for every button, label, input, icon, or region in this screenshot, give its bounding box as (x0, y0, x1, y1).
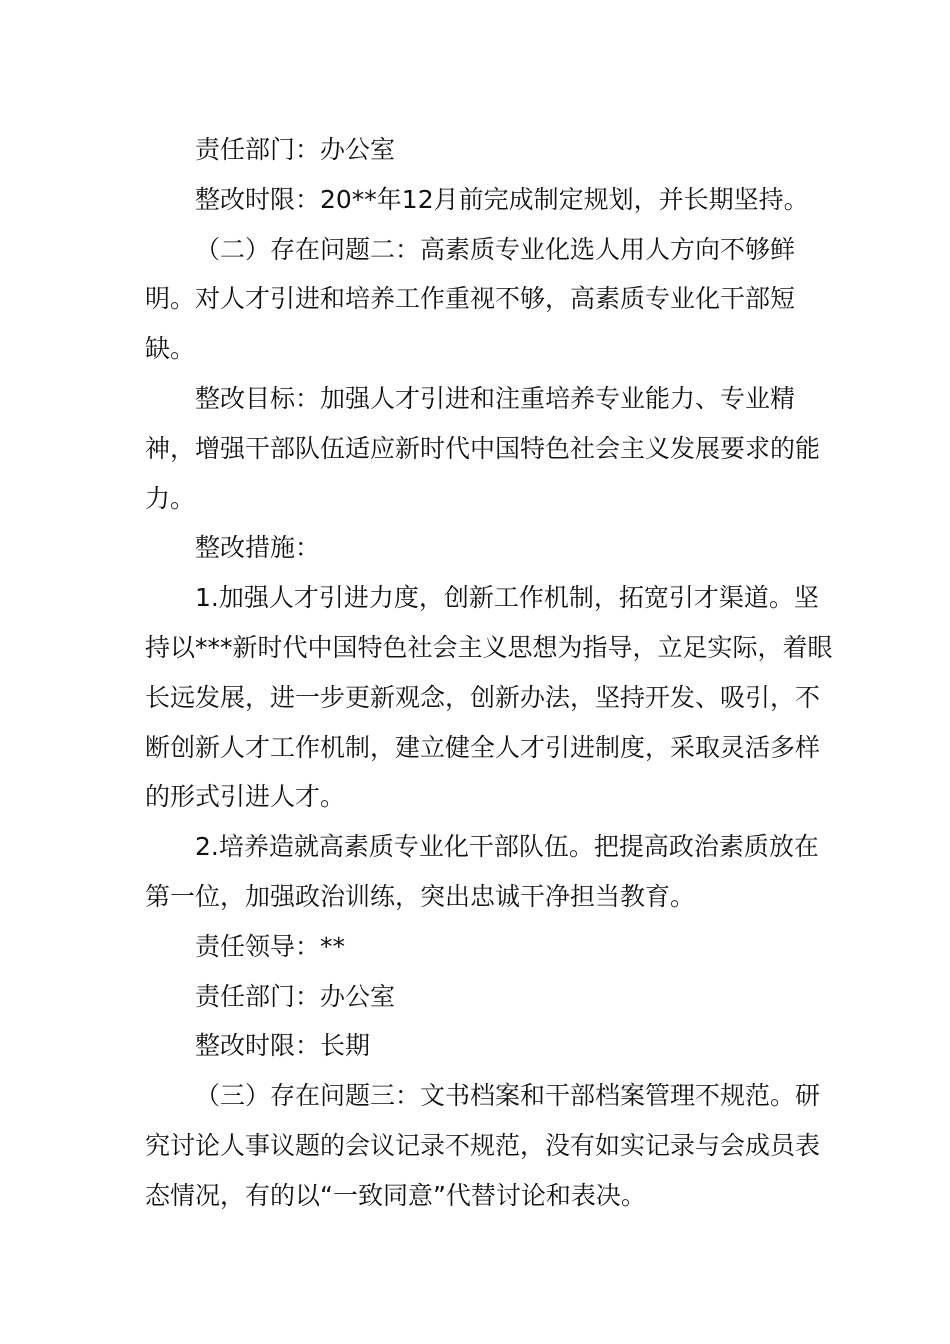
paragraph-problem-three: （三）存在问题三：文书档案和干部档案管理不规范。研究讨论人事议题的会议记录不规范，没有如实记录与会成员表态情况，有的以“一致同意”代替讨论和表决。 (145, 1081, 821, 1210)
paragraph-responsible-dept-2: 责任部门：办公室 (195, 981, 396, 1011)
paragraph-measures-heading: 整改措施： (195, 533, 321, 563)
paragraph-measure-2: 2.培养造就高素质专业化干部队伍。把提高政治素质放在第一位，加强政治训练，突出忠诚干净担当教育。 (145, 832, 819, 911)
paragraph-responsible-dept-1: 责任部门：办公室 (195, 135, 396, 164)
paragraph-deadline-2: 整改时限：长期 (195, 1031, 371, 1061)
paragraph-problem-two: （二）存在问题二：高素质专业化选人用人方向不够鲜明。对人才引进和培养工作重视不够，高素质专业化干部短缺。 (145, 234, 796, 364)
paragraph-responsible-leader: 责任领导：** (195, 931, 346, 961)
paragraph-deadline-1: 整改时限：20**年12月前完成制定规划，并长期坚持。 (195, 184, 809, 214)
paragraph-goal: 整改目标：加强人才引进和注重培养专业能力、专业精神，增强干部队伍适应新时代中国特色社会主义发展要求的能力。 (145, 383, 821, 513)
paragraph-measure-1: 1.加强人才引进力度，创新工作机制，拓宽引才渠道。坚持以***新时代中国特色社会主义思想为指导，立足实际，着眼长远发展，进一步更新观念，创新办法，坚持开发、吸引，不断创新人才工作机制，建立健全人才引进制度，采取灵活多样的形式引进人才。 (145, 583, 833, 812)
document-body (145, 125, 835, 1221)
